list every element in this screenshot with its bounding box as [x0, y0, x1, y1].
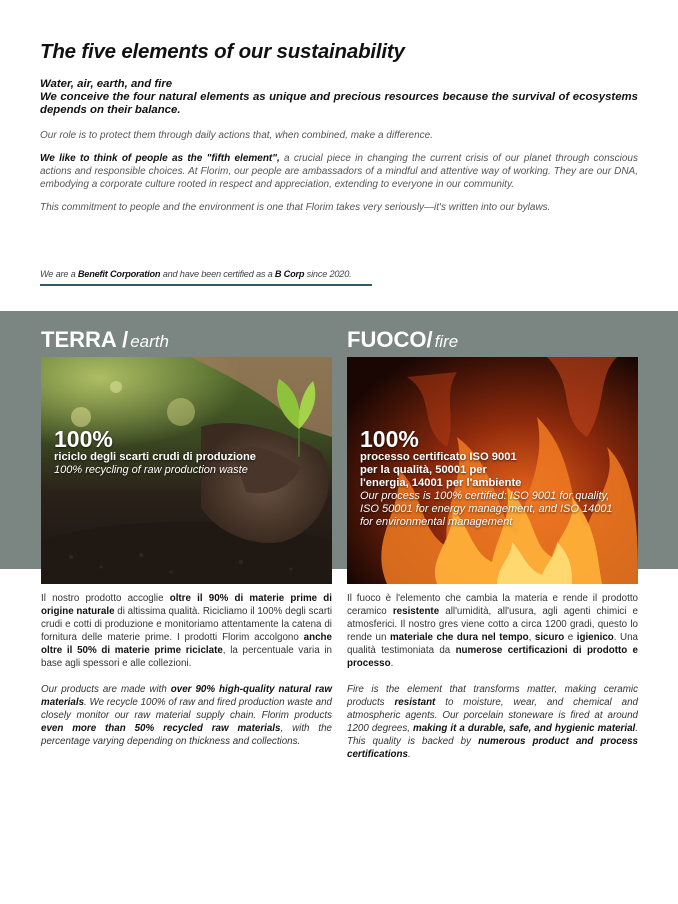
fire-en-b2: making it a durable, safe, and hygienic material: [413, 723, 636, 734]
bcorp-bcorp: B Corp: [274, 269, 305, 279]
earth-heading-it: TERRA /: [41, 327, 129, 352]
earth-en-t2: . We recycle 100% of raw and fired production waste and closely monitor our raw material supply chain. Florim products: [41, 697, 332, 721]
earth-en-t1: Our products are made with: [41, 684, 171, 695]
fifth-element-text: a crucial piece in changing the current crisis of our planet through conscious actions and responsible choices. At Florim, our people are ambassadors of a mindful and attentive way of working. They are our DNA, embodying a corporate culture rooted in respect and appreciation, extending to everyone in our community.: [40, 153, 638, 190]
intro-paragraph-commitment: This commitment to people and the environment is one that Florim takes very seriously—it's written into our bylaws.: [40, 202, 551, 213]
fire-heading-it: FUOCO/: [347, 327, 433, 352]
fire-heading-en: fire: [434, 332, 459, 351]
fire-it-t6: .: [390, 658, 394, 669]
bcorp-benefit-corporation: Benefit Corporation: [77, 269, 161, 279]
earth-en-t3: , with the percentage varying depending on thickness and collections.: [41, 723, 332, 747]
bcorp-text-3: since 2020.: [304, 269, 352, 279]
intro-paragraph-role: Our role is to protect them through daily actions that, when combined, make a difference.: [40, 130, 433, 141]
fire-text-en: [347, 683, 638, 761]
earth-text-en: [41, 683, 332, 748]
earth-it-t2: di altissima qualità. Ricicliamo il 100% degli scarti crudi e cotti di produzione e monitoriamo attentamente la catena di fornitura delle materie prime. I prodotti Florim accolgono: [41, 606, 333, 643]
fire-percent: 100%: [360, 426, 419, 452]
subtitle-elements: Water, air, earth, and fire: [40, 78, 173, 90]
fire-en-b1: resistant: [394, 697, 436, 708]
fire-en-b3: numerous product and process certifications: [347, 736, 639, 760]
fire-text-it: [347, 592, 638, 670]
page-title: The five elements of our sustainability: [40, 40, 405, 63]
earth-column: [41, 325, 332, 748]
fire-it-b2: materiale che dura nel tempo: [389, 632, 529, 643]
earth-en-b2: even more than 50% recycled raw materials: [41, 723, 281, 734]
earth-en-b1: over 90% high-quality natural raw materials: [41, 684, 332, 708]
earth-overlay: [54, 427, 324, 477]
earth-percent: 100%: [54, 426, 113, 452]
fire-it-b5: numerose certificazioni di prodotto e processo: [347, 645, 638, 669]
fire-it-t1: Il fuoco è l'elemento che cambia la materia e rende il prodotto ceramico: [347, 593, 638, 617]
fire-overlay: [360, 427, 630, 529]
earth-heading: [41, 325, 332, 355]
fire-en-t4: .: [407, 749, 411, 760]
intro-section: [40, 40, 638, 214]
fire-photo: [347, 357, 638, 584]
earth-it-t3: , la percentuale varia in base agli spessori e alle collezioni.: [41, 645, 332, 669]
fire-caption-it-2: per la qualità, 50001 per: [360, 464, 487, 476]
fire-heading: [347, 325, 638, 355]
fire-it-t2: all'umidità, all'usura, agli agenti chimici e atmosferici. Il nostro gres viene cotto a circa 1200 gradi, questo lo rende un: [347, 606, 638, 643]
fire-en-t1: Fire is the element that transforms matter, making ceramic products: [347, 684, 638, 708]
earth-photo: [41, 357, 332, 584]
bcorp-text-2: and have been certified as a: [160, 269, 275, 279]
fire-it-b4: igienico: [576, 632, 614, 643]
bcorp-text-1: We are a: [40, 269, 78, 279]
fire-en-t2: to moisture, wear, and chemical and atmospheric agents. Our porcelain stoneware is fired at around 1200 degrees,: [347, 697, 638, 734]
fifth-element-bold: We like to think of people as the "fifth element",: [40, 153, 280, 164]
fire-it-t3: ,: [528, 632, 535, 643]
fire-column: [347, 325, 638, 761]
subtitle-statement: We conceive the four natural elements as unique and precious resources because the survival of ecosystems depends on their balance.: [40, 91, 638, 116]
bcorp-statement: [40, 269, 372, 286]
fire-it-t4: e: [564, 632, 577, 643]
fire-en-t3: . This quality is backed by: [347, 723, 638, 747]
earth-heading-en: earth: [130, 332, 169, 351]
fire-it-b1: resistente: [392, 606, 440, 617]
earth-caption-it: riciclo degli scarti crudi di produzione: [54, 451, 257, 463]
earth-it-b2: anche oltre il 50% di materie prime riciclate: [41, 632, 332, 656]
fire-caption-en: Our process is 100% certified: ISO 9001 for quality, ISO 50001 for energy management, and ISO 14001 for environmental management: [360, 490, 613, 528]
intro-paragraph-fifth-element: [40, 152, 638, 191]
fire-it-t5: . Una qualità testimoniata da: [347, 632, 638, 656]
earth-caption-en: 100% recycling of raw production waste: [54, 464, 248, 476]
fire-caption-it-1: processo certificato ISO 9001: [360, 451, 517, 463]
earth-text-it: [41, 592, 332, 670]
fire-caption-it-3: l'energia, 14001 per l'ambiente: [360, 477, 522, 489]
earth-it-b1: oltre il 90% di materie prime di origine naturale: [41, 593, 332, 617]
fire-it-b3: sicuro: [534, 632, 565, 643]
earth-it-t1: Il nostro prodotto accoglie: [41, 593, 170, 604]
